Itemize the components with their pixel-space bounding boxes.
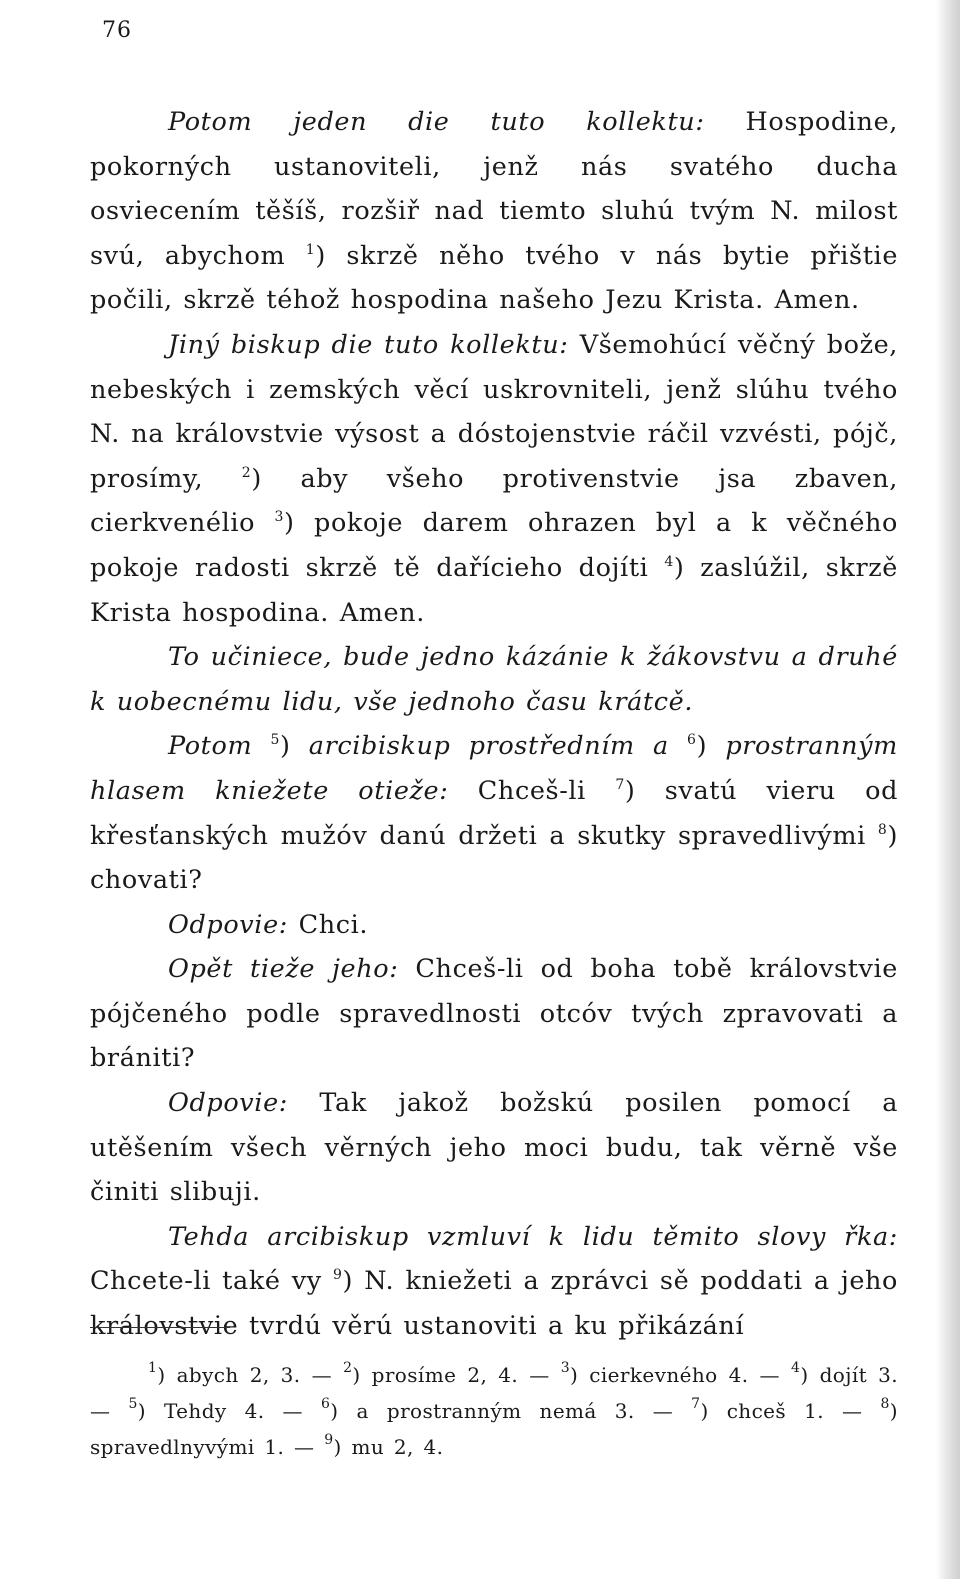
text-run: ) spravedlnyvými 1. —: [90, 1399, 898, 1459]
text-run: ) skrzě něho tvého v nás bytie přištie počili, skrzě téhož hospodina našeho Jezu Krista. Amen.: [90, 240, 899, 316]
italic-text: Odpovie:: [168, 909, 288, 940]
footnote-ref: 3: [274, 509, 285, 526]
text-run: ) aby všeho protivenstvie jsa zbaven, cierkvenélio: [90, 463, 898, 539]
footnote-divider: [90, 1327, 230, 1328]
footnotes-paragraph: [90, 1357, 898, 1465]
footnote-ref: 6: [320, 1396, 331, 1412]
footnotes: [90, 1357, 898, 1465]
footnote-ref: 9: [333, 1267, 343, 1284]
text-run: ) N. kniežeti a zprávci sě poddati a jeho královstvie tvrdú věrú ustanoviti a ku přikázání: [90, 1266, 899, 1342]
text-run: Chcete-li také vy: [90, 1266, 333, 1297]
paragraph-6: [90, 947, 898, 1081]
footnote-ref: 4: [791, 1360, 801, 1376]
footnote-ref: 4: [664, 553, 674, 570]
footnote-ref: 1: [148, 1360, 158, 1376]
paragraph-2: [90, 323, 898, 635]
footnote-ref: 2: [241, 464, 252, 481]
text-run: ): [696, 731, 726, 762]
italic-text: Potom: [168, 731, 253, 762]
text-run: Všemohúcí věčný bože, nebeských i zemských věcí uskrovniteli, jenž slúhu tvého N. na královstvie výsost a dóstojenstvie ráčil vzvésti, pójč, prosímy,: [90, 329, 899, 494]
text-run: ) zaslúžil, skrzě Krista hospodina. Amen.: [90, 552, 898, 628]
italic-text: Potom jeden die tuto kollektu:: [168, 107, 705, 137]
footnote-ref: 9: [324, 1432, 334, 1448]
italic-text: arcibiskup prostředním a: [308, 731, 669, 762]
paragraph-7: [90, 1081, 898, 1215]
footnote-ref: 8: [877, 821, 888, 838]
paragraph-3: [90, 635, 898, 724]
text-run: ) mu 2, 4.: [333, 1435, 444, 1459]
paragraph-1: [90, 100, 898, 323]
book-page: [90, 0, 898, 1579]
footnote-ref: 2: [343, 1360, 353, 1376]
paragraph-5: [90, 903, 898, 948]
footnote-ref: 6: [687, 732, 697, 749]
footnote-ref: 5: [128, 1396, 138, 1412]
text-run: ) prosíme 2, 4. —: [352, 1363, 561, 1387]
italic-text: Odpovie:: [168, 1088, 288, 1119]
footnote-ref: 7: [691, 1396, 701, 1412]
page-number: 76: [102, 18, 132, 43]
text-run: ) chovati?: [90, 820, 898, 896]
text-run: [252, 731, 270, 761]
text-run: ) pokoje darem ohrazen byl a k věčného pokoje radosti skrzě tě dařícieho dojíti: [90, 508, 898, 583]
paragraph-4: [90, 724, 898, 902]
text-run: Chceš-li: [448, 775, 616, 806]
text-run: ) a prostranným nemá 3. —: [330, 1399, 692, 1423]
italic-text: Jiný biskup die tuto kollektu:: [168, 329, 569, 360]
footnote-ref: 1: [305, 241, 316, 258]
text-run: ) chceš 1. —: [700, 1399, 881, 1423]
text-run: ) Tehdy 4. —: [137, 1399, 321, 1423]
text-run: [669, 731, 687, 761]
footnote-ref: 8: [880, 1396, 890, 1412]
text-run: Tak jakož božskú posilen pomocí a utěšením všech věrných jeho moci budu, tak věrně vše činiti slibuji.: [90, 1088, 898, 1208]
text-run: ) dojít 3. —: [90, 1363, 899, 1423]
text-run: Chceš-li od boha tobě královstvie pójčeného podle spravedlnosti otcóv tvých zpravovati a brániti?: [90, 954, 898, 1074]
footnote-ref: 5: [270, 732, 281, 749]
text-run: ) cierkevného 4. —: [570, 1363, 792, 1387]
footnote-ref: 3: [560, 1360, 571, 1376]
main-text: [90, 100, 898, 1349]
text-run: ) abych 2, 3. —: [157, 1363, 344, 1387]
italic-text: Opět tieže jeho:: [168, 954, 399, 985]
paragraph-8: [90, 1215, 898, 1349]
italic-text: Tehda arcibiskup vzmluví k lidu těmito slovy řka:: [168, 1221, 898, 1252]
italic-text: To učiniece, bude jedno kázánie k žákovstvu a druhé k uobecnému lidu, vše jednoho času krátcě.: [90, 642, 898, 717]
page-edge-shadow: [936, 0, 960, 1579]
footnote-ref: 7: [615, 776, 625, 793]
text-run: ) svatú vieru od křesťanských mužóv danú držeti a skutky spravedlivými: [90, 775, 899, 851]
text-run: Chci.: [287, 909, 369, 940]
italic-text: prostranným hlasem kniežete otieže:: [90, 731, 898, 806]
text-run: Hospodine, pokorných ustanoviteli, jenž nás svatého ducha osviecením těšíš, rozšiř nad tiemto sluhú tvým N. milost svú, abychom: [90, 107, 898, 271]
text-run: ): [280, 731, 309, 762]
